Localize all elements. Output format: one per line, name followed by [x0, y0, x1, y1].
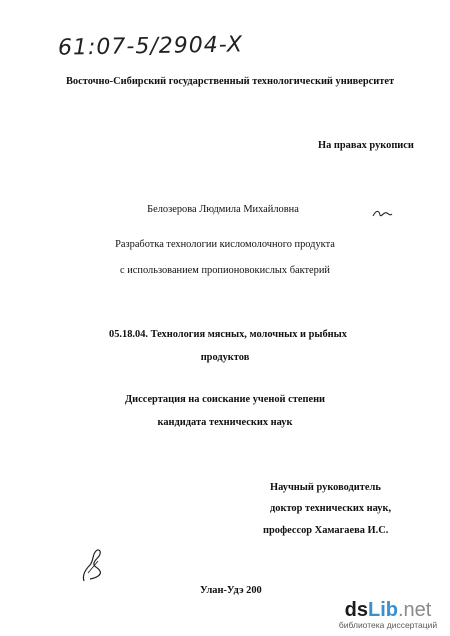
author-name: Белозерова Людмила Михайловна: [147, 204, 299, 215]
degree-line-2: кандидата технических наук: [157, 417, 293, 428]
dslib-watermark: [334, 600, 442, 630]
advisor-role: Научный руководитель: [270, 482, 381, 493]
degree-line-1: Диссертация на соискание ученой степени: [124, 394, 326, 405]
advisor-degree: доктор технических наук,: [270, 503, 392, 514]
signature-mark: [76, 545, 110, 585]
city-year: Улан-Удэ 200: [200, 585, 262, 596]
manuscript-rights-label: На правах рукописи: [318, 140, 414, 151]
title-line-2: с использованием пропионовокислых бактерий: [120, 265, 330, 276]
title-line-1: Разработка технологии кисломолочного продукта: [115, 239, 335, 250]
advisor-name: профессор Хамагаева И.С.: [263, 525, 389, 536]
specialty-line-2: продуктов: [200, 352, 250, 363]
dslib-logo: dsLib.net: [344, 599, 432, 621]
university-name: Восточно-Сибирский государственный технологический университет: [66, 76, 395, 87]
archive-number-handwritten: 61:07-5/2904-X: [57, 32, 244, 61]
dslib-subtitle: библиотека диссертаций: [338, 620, 438, 630]
author-initial-mark: [371, 208, 393, 220]
specialty-line-1: 05.18.04. Технология мясных, молочных и рыбных: [109, 329, 347, 340]
